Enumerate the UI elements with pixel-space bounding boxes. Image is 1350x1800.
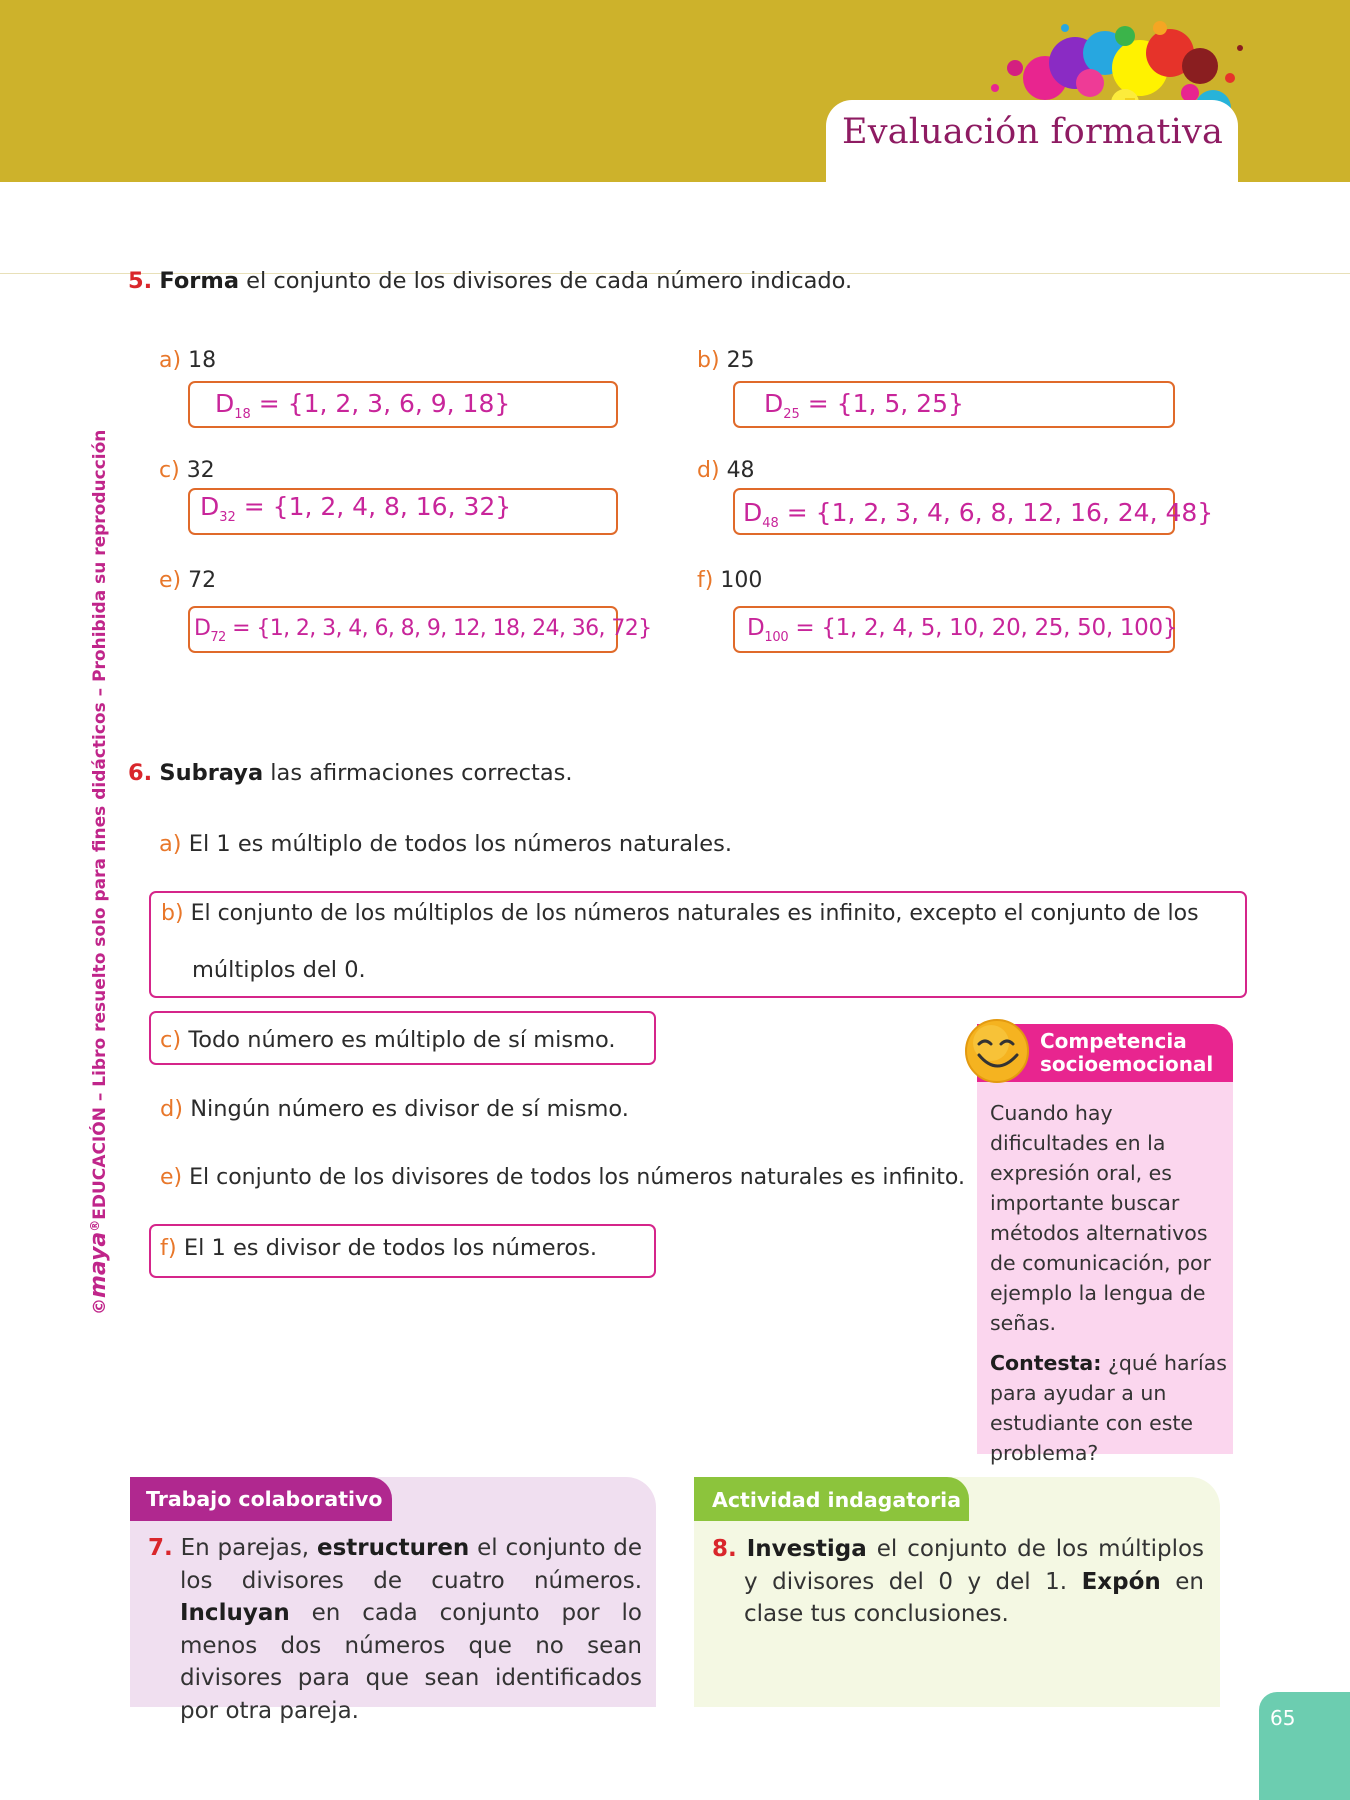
item-letter: a): [159, 348, 182, 373]
q5-answer-c: [200, 494, 511, 524]
question-number: 8.: [712, 1536, 737, 1562]
statement-text: El conjunto de los múltiplos de los números naturales es infinito, excepto el conjunto de los: [190, 901, 1199, 926]
q5-item-d-label: [697, 458, 755, 483]
item-value: 48: [726, 458, 755, 483]
set-elements: = {1, 2, 4, 8, 16, 32}: [243, 492, 512, 521]
q6-statement-a: [159, 831, 732, 857]
q5-answer-a: [215, 391, 510, 421]
item-letter: b): [161, 901, 184, 926]
set-subscript: 25: [783, 407, 800, 422]
brand-maya: maya: [86, 1231, 111, 1298]
set-elements: = {1, 2, 3, 4, 6, 8, 12, 16, 24, 48}: [786, 498, 1214, 527]
question-number: 6.: [128, 760, 153, 786]
item-value: 100: [720, 568, 763, 593]
smiley-face-icon: [963, 1017, 1031, 1085]
item-value: 32: [186, 458, 215, 483]
item-letter: c): [160, 1027, 182, 1053]
q5-answer-d: [743, 500, 1213, 530]
copyright-side-note: [86, 430, 111, 1315]
q6-statement-b-line1: [161, 901, 1199, 926]
question-verb: Forma: [159, 268, 239, 294]
item-letter: a): [159, 831, 182, 857]
set-elements: = {1, 2, 4, 5, 10, 20, 25, 50, 100}: [795, 615, 1178, 641]
question-7-text: [148, 1532, 642, 1727]
copyright-symbol: ©: [90, 1298, 110, 1315]
q6-statement-f: [160, 1235, 597, 1261]
item-letter: d): [160, 1096, 184, 1122]
text-run: en clase tus conclusiones.: [744, 1568, 1204, 1627]
item-value: 72: [188, 568, 217, 593]
item-letter: d): [697, 458, 720, 483]
item-letter: b): [697, 348, 720, 373]
set-subscript: 48: [762, 516, 779, 531]
q6-statement-b-line2: múltiplos del 0.: [192, 957, 366, 983]
q6-statement-c: [160, 1027, 616, 1053]
q5-item-c-label: [159, 458, 215, 483]
competencia-body: Cuando hay dificultades en la expresión oral, es importante buscar métodos alternativos de comunicación, por ejemplo la lengua de señas.: [990, 1101, 1211, 1335]
statement-text: El conjunto de los divisores de todos los números naturales es infinito.: [189, 1165, 966, 1190]
q5-answer-e: [194, 618, 652, 644]
page-title: Evaluación formativa: [842, 112, 1224, 152]
q5-item-f-label: [697, 568, 762, 593]
prompt-label: Contesta:: [990, 1351, 1102, 1375]
set-symbol: D: [764, 389, 784, 418]
page-number: 65: [1270, 1706, 1296, 1730]
statement-text: El 1 es divisor de todos los números.: [183, 1235, 598, 1261]
set-symbol: D: [743, 498, 763, 527]
question-8-text: [712, 1533, 1204, 1631]
item-value: 18: [188, 348, 217, 373]
prompt-text: ¿qué harías para ayudar a un estudiante con este problema?: [990, 1351, 1227, 1465]
q5-answer-f: [747, 617, 1177, 644]
set-symbol: D: [747, 615, 765, 641]
set-subscript: 32: [219, 510, 236, 525]
emphasis-run: estructuren: [316, 1535, 470, 1561]
emphasis-run: Investiga: [746, 1536, 867, 1562]
q5-item-a-label: [159, 348, 216, 373]
emphasis-run: Expón: [1081, 1568, 1161, 1595]
statement-text: Todo número es múltiplo de sí mismo.: [188, 1027, 616, 1053]
side-note-text: EDUCACIÓN – Libro resuelto solo para fines didácticos – Prohibida su reproducción: [90, 429, 110, 1220]
item-letter: e): [160, 1165, 183, 1190]
text-run: el conjunto de los divisores de cuatro números.: [180, 1535, 643, 1594]
question-text: las afirmaciones correctas.: [270, 760, 573, 786]
competencia-title-line2: socioemocional: [1040, 1052, 1214, 1076]
set-subscript: 72: [210, 630, 226, 645]
question-number: 7.: [148, 1535, 173, 1561]
item-value: 25: [726, 348, 755, 373]
q5-item-b-label: [697, 348, 755, 373]
emphasis-run: Incluyan: [180, 1600, 290, 1626]
text-run: en cada conjunto por lo menos dos números que no sean divisores para que sean identificados por otra pareja.: [180, 1600, 642, 1724]
competencia-title: [1040, 1030, 1230, 1076]
q5-item-e-label: [159, 568, 216, 593]
item-letter: e): [159, 568, 182, 593]
competencia-text: [990, 1098, 1230, 1468]
set-symbol: D: [200, 492, 220, 521]
set-subscript: 100: [764, 630, 789, 645]
set-elements: = {1, 5, 25}: [807, 389, 964, 418]
item-letter: c): [159, 458, 180, 483]
actividad-indagatoria-title: Actividad indagatoria: [712, 1488, 962, 1512]
statement-text: El 1 es múltiplo de todos los números naturales.: [188, 831, 732, 857]
question-text: el conjunto de los divisores de cada número indicado.: [246, 268, 853, 294]
q6-statement-e: [160, 1165, 965, 1190]
q6-statement-d: [160, 1096, 629, 1122]
set-symbol: D: [215, 389, 235, 418]
set-elements: = {1, 2, 3, 6, 9, 18}: [258, 389, 511, 418]
question-number: 5.: [128, 268, 153, 294]
item-letter: f): [160, 1235, 177, 1261]
question-6-prompt: [128, 760, 573, 786]
text-run: En parejas,: [180, 1535, 310, 1561]
set-symbol: D: [194, 616, 211, 641]
set-subscript: 18: [234, 407, 251, 422]
registered-symbol: ®: [88, 1219, 102, 1232]
text-run: el conjunto de los múltiplos y divisores del 0 y del 1.: [744, 1536, 1205, 1595]
question-5-prompt: [128, 268, 852, 294]
set-elements: = {1, 2, 3, 4, 6, 8, 9, 12, 18, 24, 36, 72}: [232, 616, 652, 641]
q5-answer-b: [764, 391, 964, 421]
statement-text: Ningún número es divisor de sí mismo.: [190, 1096, 629, 1122]
question-verb: Subraya: [159, 760, 264, 786]
item-letter: f): [697, 568, 714, 593]
competencia-prompt: [990, 1348, 1230, 1468]
competencia-title-line1: Competencia: [1040, 1029, 1187, 1053]
trabajo-colaborativo-title: Trabajo colaborativo: [146, 1487, 383, 1511]
